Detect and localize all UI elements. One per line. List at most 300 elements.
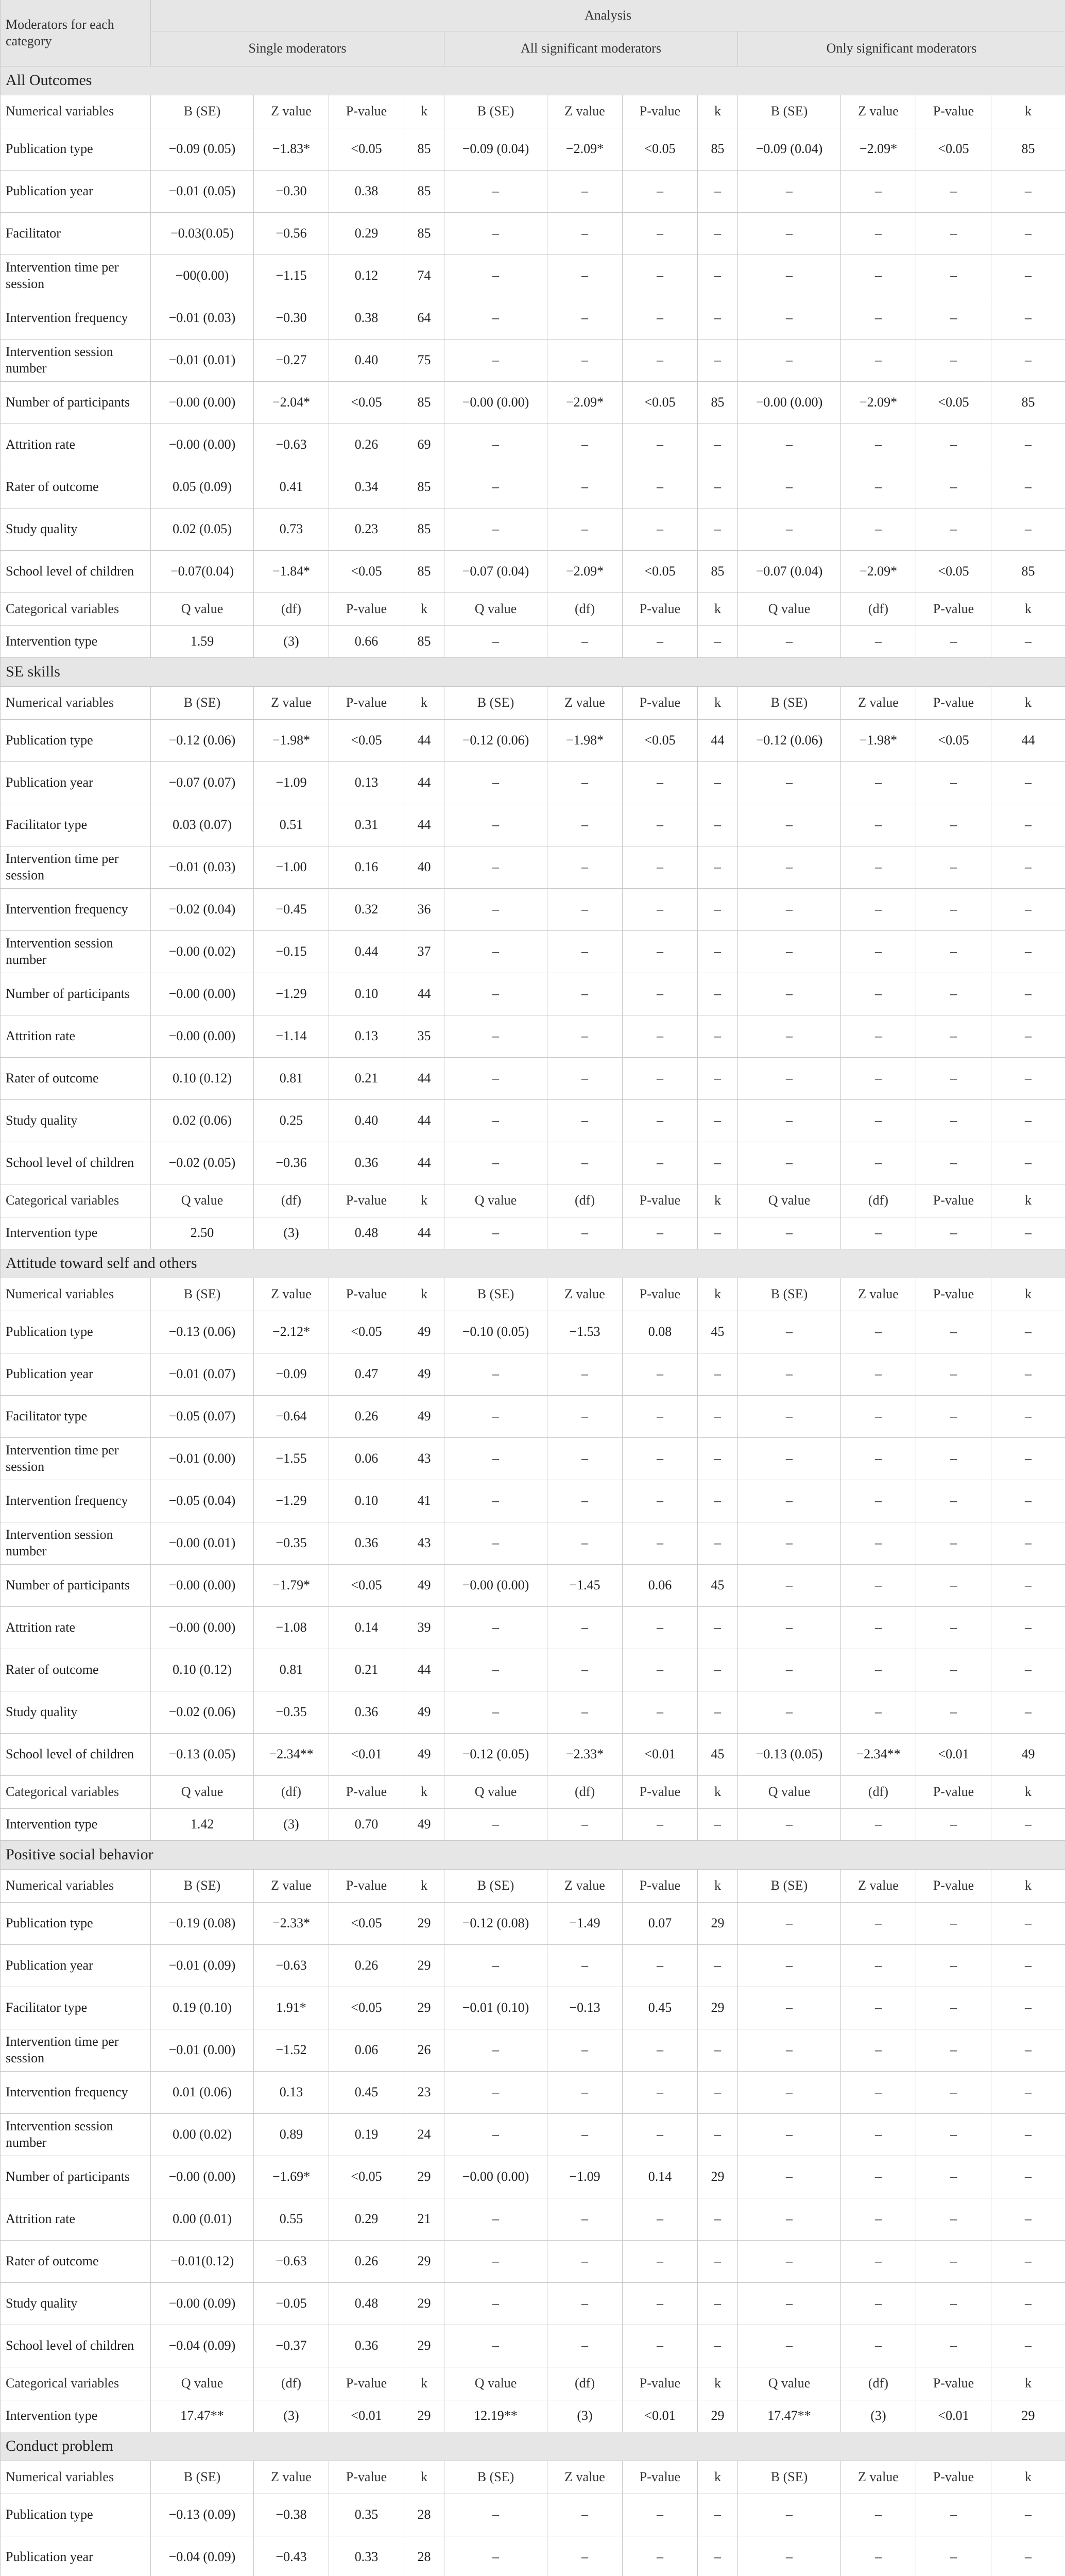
- table-cell: −0.10 (0.05): [444, 1311, 547, 1353]
- row-label: Number of participants: [1, 381, 151, 423]
- table-cell: –: [991, 804, 1065, 846]
- table-cell: –: [841, 2240, 916, 2282]
- row-label: School level of children: [1, 550, 151, 592]
- column-header: k: [991, 1278, 1065, 1311]
- column-header: P-value: [623, 1184, 698, 1217]
- row-label: Study quality: [1, 2282, 151, 2325]
- table-cell: –: [738, 888, 841, 930]
- table-cell: 64: [404, 297, 444, 339]
- table-row: [1, 1606, 1065, 1649]
- table-cell: −0.00 (0.00): [151, 1564, 254, 1606]
- table-cell: 44: [404, 761, 444, 804]
- column-header: k: [698, 2367, 738, 2400]
- column-header: P-value: [916, 1184, 991, 1217]
- table-cell: –: [623, 2494, 698, 2536]
- table-cell: (3): [254, 1808, 329, 1840]
- column-header: Z value: [841, 1869, 916, 1902]
- row-label: Publication year: [1, 2536, 151, 2576]
- table-cell: 85: [404, 625, 444, 657]
- table-cell: –: [916, 1808, 991, 1840]
- column-header: B (SE): [151, 1869, 254, 1902]
- table-cell: 29: [404, 2400, 444, 2432]
- table-cell: 0.25: [254, 1099, 329, 1142]
- table-cell: <0.05: [329, 719, 404, 761]
- table-row: [1, 297, 1065, 339]
- table-cell: –: [916, 1311, 991, 1353]
- column-header: k: [404, 592, 444, 625]
- table-cell: −2.34**: [254, 1733, 329, 1775]
- section-header: [1, 1249, 1065, 1278]
- table-cell: –: [991, 761, 1065, 804]
- table-cell: –: [444, 508, 547, 550]
- section-title: All Outcomes: [1, 66, 1065, 95]
- table-cell: –: [698, 1437, 738, 1480]
- categorical-variables-label: Categorical variables: [1, 1775, 151, 1808]
- row-label: Intervention time per session: [1, 1437, 151, 1480]
- table-cell: 29: [698, 2156, 738, 2198]
- row-label: Publication year: [1, 1944, 151, 1987]
- table-row: [1, 1395, 1065, 1437]
- table-cell: –: [991, 1808, 1065, 1840]
- table-cell: 0.51: [254, 804, 329, 846]
- table-cell: −0.07(0.04): [151, 550, 254, 592]
- table-cell: –: [444, 2113, 547, 2156]
- numerical-variables-label: Numerical variables: [1, 686, 151, 719]
- section-header: [1, 66, 1065, 95]
- table-row: [1, 508, 1065, 550]
- table-row: [1, 2113, 1065, 2156]
- table-cell: –: [916, 846, 991, 888]
- table-cell: 12.19**: [444, 2400, 547, 2432]
- table-row: [1, 1564, 1065, 1606]
- column-header: B (SE): [444, 1278, 547, 1311]
- table-cell: −2.09*: [547, 550, 623, 592]
- categorical-variables-label: Categorical variables: [1, 2367, 151, 2400]
- table-cell: −2.04*: [254, 381, 329, 423]
- table-cell: –: [444, 2071, 547, 2113]
- table-cell: –: [991, 973, 1065, 1015]
- table-cell: –: [547, 170, 623, 212]
- table-cell: –: [444, 1057, 547, 1099]
- table-cell: –: [738, 1564, 841, 1606]
- table-cell: –: [841, 1987, 916, 2029]
- column-header: (df): [254, 1775, 329, 1808]
- table-cell: –: [841, 1437, 916, 1480]
- column-header: P-value: [329, 95, 404, 128]
- table-cell: –: [738, 2536, 841, 2576]
- table-cell: –: [547, 2240, 623, 2282]
- table-cell: −0.00 (0.02): [151, 930, 254, 973]
- table-cell: –: [547, 1944, 623, 1987]
- table-row: [1, 1217, 1065, 1249]
- table-cell: 29: [404, 2240, 444, 2282]
- column-header: (df): [841, 1184, 916, 1217]
- table-cell: 44: [404, 719, 444, 761]
- table-cell: −0.02 (0.04): [151, 888, 254, 930]
- table-cell: –: [444, 1522, 547, 1564]
- table-cell: –: [738, 2071, 841, 2113]
- table-cell: –: [738, 846, 841, 888]
- table-cell: –: [738, 339, 841, 381]
- table-cell: 23: [404, 2071, 444, 2113]
- column-header: (df): [547, 592, 623, 625]
- table-cell: –: [698, 297, 738, 339]
- table-cell: –: [547, 1649, 623, 1691]
- column-header: k: [991, 95, 1065, 128]
- table-cell: −2.33*: [547, 1733, 623, 1775]
- column-header: Z value: [547, 1278, 623, 1311]
- table-cell: −0.07 (0.07): [151, 761, 254, 804]
- table-cell: –: [738, 1395, 841, 1437]
- table-cell: –: [841, 1649, 916, 1691]
- table-cell: 44: [404, 1099, 444, 1142]
- table-cell: 0.21: [329, 1057, 404, 1099]
- table-cell: –: [916, 212, 991, 255]
- table-cell: 45: [698, 1733, 738, 1775]
- table-cell: –: [623, 1808, 698, 1840]
- table-cell: –: [547, 1015, 623, 1057]
- table-cell: −0.12 (0.05): [444, 1733, 547, 1775]
- table-cell: –: [991, 1522, 1065, 1564]
- table-cell: –: [841, 2156, 916, 2198]
- table-cell: –: [444, 761, 547, 804]
- table-cell: –: [444, 2029, 547, 2071]
- column-header: Q value: [444, 2367, 547, 2400]
- table-cell: –: [841, 170, 916, 212]
- table-cell: –: [444, 255, 547, 297]
- table-cell: –: [623, 804, 698, 846]
- table-cell: 49: [404, 1733, 444, 1775]
- column-header: (df): [254, 2367, 329, 2400]
- column-header: P-value: [916, 1278, 991, 1311]
- table-cell: –: [698, 2325, 738, 2367]
- column-header: k: [991, 592, 1065, 625]
- numerical-header-row: [1, 2461, 1065, 2494]
- table-cell: –: [738, 1944, 841, 1987]
- table-cell: 0.06: [623, 1564, 698, 1606]
- table-cell: –: [444, 1649, 547, 1691]
- table-cell: 39: [404, 1606, 444, 1649]
- column-header: Q value: [151, 1184, 254, 1217]
- table-cell: –: [841, 1564, 916, 1606]
- table-cell: –: [991, 1099, 1065, 1142]
- table-cell: –: [444, 170, 547, 212]
- table-cell: –: [738, 1015, 841, 1057]
- table-cell: 0.47: [329, 1353, 404, 1395]
- column-header: (df): [841, 2367, 916, 2400]
- categorical-variables-label: Categorical variables: [1, 1184, 151, 1217]
- table-cell: 28: [404, 2494, 444, 2536]
- row-label: Publication type: [1, 719, 151, 761]
- column-header: (df): [547, 2367, 623, 2400]
- table-cell: <0.05: [916, 550, 991, 592]
- row-label: Facilitator type: [1, 804, 151, 846]
- table-row: [1, 1353, 1065, 1395]
- table-cell: 0.06: [329, 2029, 404, 2071]
- row-label: Publication year: [1, 1353, 151, 1395]
- header-only-significant-moderators: Only significant moderators: [738, 31, 1065, 66]
- table-cell: –: [623, 508, 698, 550]
- table-cell: –: [444, 888, 547, 930]
- numerical-variables-label: Numerical variables: [1, 1278, 151, 1311]
- table-cell: −0.01 (0.10): [444, 1987, 547, 2029]
- table-cell: <0.01: [623, 1733, 698, 1775]
- column-header: P-value: [623, 1869, 698, 1902]
- table-row: [1, 170, 1065, 212]
- table-cell: –: [444, 1437, 547, 1480]
- table-cell: −0.56: [254, 212, 329, 255]
- table-cell: –: [916, 2536, 991, 2576]
- column-header: k: [698, 592, 738, 625]
- table-cell: −0.00 (0.00): [151, 2156, 254, 2198]
- table-cell: −0.01 (0.03): [151, 846, 254, 888]
- table-cell: –: [916, 2029, 991, 2071]
- table-cell: <0.05: [329, 1564, 404, 1606]
- table-cell: −0.00 (0.00): [738, 381, 841, 423]
- table-cell: 29: [991, 2400, 1065, 2432]
- column-header: k: [991, 1775, 1065, 1808]
- table-cell: –: [444, 1808, 547, 1840]
- table-cell: –: [623, 888, 698, 930]
- table-cell: –: [916, 1217, 991, 1249]
- table-cell: –: [916, 2156, 991, 2198]
- table-row: [1, 212, 1065, 255]
- table-cell: −0.01 (0.01): [151, 339, 254, 381]
- table-cell: −0.07 (0.04): [444, 550, 547, 592]
- table-cell: 40: [404, 846, 444, 888]
- column-header: B (SE): [738, 1278, 841, 1311]
- table-cell: <0.01: [916, 2400, 991, 2432]
- table-cell: 0.40: [329, 339, 404, 381]
- table-cell: –: [916, 1522, 991, 1564]
- column-header: Q value: [738, 2367, 841, 2400]
- table-cell: –: [991, 1944, 1065, 1987]
- table-cell: −0.12 (0.06): [738, 719, 841, 761]
- table-cell: –: [623, 1649, 698, 1691]
- table-cell: 74: [404, 255, 444, 297]
- row-label: Number of participants: [1, 973, 151, 1015]
- table-row: [1, 1987, 1065, 2029]
- table-cell: –: [738, 1311, 841, 1353]
- table-cell: 21: [404, 2198, 444, 2240]
- categorical-header-row: [1, 1775, 1065, 1808]
- column-header: (df): [547, 1775, 623, 1808]
- table-cell: 17.47**: [151, 2400, 254, 2432]
- column-header: k: [991, 2461, 1065, 2494]
- table-cell: 0.02 (0.06): [151, 1099, 254, 1142]
- table-cell: –: [916, 1099, 991, 1142]
- table-cell: –: [916, 1902, 991, 1944]
- column-header: Q value: [151, 592, 254, 625]
- row-label: Rater of outcome: [1, 1649, 151, 1691]
- table-cell: −0.45: [254, 888, 329, 930]
- row-label: Rater of outcome: [1, 1057, 151, 1099]
- table-cell: –: [738, 1057, 841, 1099]
- table-cell: –: [841, 1944, 916, 1987]
- table-cell: 0.32: [329, 888, 404, 930]
- column-header: P-value: [623, 592, 698, 625]
- table-cell: −0.05 (0.07): [151, 1395, 254, 1437]
- row-label: School level of children: [1, 2325, 151, 2367]
- table-row: [1, 1649, 1065, 1691]
- column-header: P-value: [916, 592, 991, 625]
- table-cell: −0.63: [254, 2240, 329, 2282]
- categorical-header-row: [1, 1184, 1065, 1217]
- header-moderators: Moderators for each category: [1, 0, 151, 66]
- table-cell: <0.05: [623, 128, 698, 170]
- table-cell: −0.01 (0.00): [151, 1437, 254, 1480]
- table-cell: 1.42: [151, 1808, 254, 1840]
- categorical-header-row: [1, 592, 1065, 625]
- table-cell: –: [547, 1395, 623, 1437]
- column-header: Z value: [841, 1278, 916, 1311]
- table-cell: –: [916, 1649, 991, 1691]
- row-label: Rater of outcome: [1, 466, 151, 508]
- column-header: Z value: [254, 95, 329, 128]
- column-header: Q value: [151, 2367, 254, 2400]
- table-cell: 45: [698, 1311, 738, 1353]
- column-header: B (SE): [738, 95, 841, 128]
- table-cell: 0.10: [329, 973, 404, 1015]
- table-cell: –: [623, 1353, 698, 1395]
- table-cell: <0.05: [329, 2156, 404, 2198]
- table-cell: –: [841, 466, 916, 508]
- numerical-variables-label: Numerical variables: [1, 2461, 151, 2494]
- table-cell: –: [916, 170, 991, 212]
- table-cell: <0.05: [916, 128, 991, 170]
- table-cell: –: [916, 2071, 991, 2113]
- table-cell: 0.10 (0.12): [151, 1057, 254, 1099]
- table-row: [1, 1808, 1065, 1840]
- column-header: (df): [841, 1775, 916, 1808]
- table-cell: –: [841, 1142, 916, 1184]
- table-cell: –: [698, 1480, 738, 1522]
- table-cell: –: [738, 2029, 841, 2071]
- table-cell: 85: [404, 170, 444, 212]
- section-header: [1, 657, 1065, 686]
- table-cell: –: [738, 1606, 841, 1649]
- table-cell: −0.12 (0.06): [151, 719, 254, 761]
- table-cell: –: [841, 1522, 916, 1564]
- column-header: B (SE): [444, 686, 547, 719]
- table-cell: −0.01 (0.09): [151, 1944, 254, 1987]
- table-cell: –: [841, 1480, 916, 1522]
- table-cell: –: [444, 212, 547, 255]
- table-cell: –: [623, 2325, 698, 2367]
- column-header: P-value: [623, 1278, 698, 1311]
- table-cell: –: [991, 1902, 1065, 1944]
- row-label: Intervention frequency: [1, 888, 151, 930]
- table-cell: –: [623, 2240, 698, 2282]
- column-header: P-value: [623, 95, 698, 128]
- section-title: Conduct problem: [1, 2432, 1065, 2461]
- table-cell: –: [916, 255, 991, 297]
- column-header: k: [698, 1278, 738, 1311]
- table-cell: 29: [404, 1902, 444, 1944]
- table-cell: 0.23: [329, 508, 404, 550]
- column-header: B (SE): [151, 95, 254, 128]
- table-cell: –: [547, 1606, 623, 1649]
- column-header: Z value: [547, 2461, 623, 2494]
- column-header: P-value: [623, 1775, 698, 1808]
- table-cell: 85: [404, 550, 444, 592]
- table-cell: −0.37: [254, 2325, 329, 2367]
- table-cell: −0.19 (0.08): [151, 1902, 254, 1944]
- column-header: k: [698, 1869, 738, 1902]
- table-cell: –: [841, 212, 916, 255]
- table-cell: 44: [404, 973, 444, 1015]
- table-cell: –: [841, 2071, 916, 2113]
- table-cell: –: [547, 339, 623, 381]
- column-header: k: [404, 1184, 444, 1217]
- table-cell: –: [698, 170, 738, 212]
- table-row: [1, 1142, 1065, 1184]
- table-cell: –: [547, 2071, 623, 2113]
- table-cell: –: [841, 2029, 916, 2071]
- column-header: B (SE): [151, 686, 254, 719]
- table-cell: –: [547, 297, 623, 339]
- table-cell: –: [841, 761, 916, 804]
- table-cell: −0.30: [254, 170, 329, 212]
- table-cell: –: [738, 1808, 841, 1840]
- table-row: [1, 1944, 1065, 1987]
- table-row: [1, 2494, 1065, 2536]
- table-cell: 0.38: [329, 170, 404, 212]
- table-cell: 0.34: [329, 466, 404, 508]
- table-cell: –: [841, 888, 916, 930]
- table-cell: 29: [698, 2400, 738, 2432]
- table-cell: –: [738, 1142, 841, 1184]
- table-cell: –: [991, 1691, 1065, 1733]
- column-header: Q value: [444, 1775, 547, 1808]
- table-cell: –: [698, 761, 738, 804]
- table-cell: –: [698, 2029, 738, 2071]
- table-cell: –: [444, 973, 547, 1015]
- table-cell: –: [991, 1437, 1065, 1480]
- table-cell: 0.10: [329, 1480, 404, 1522]
- table-cell: –: [738, 2282, 841, 2325]
- column-header: Z value: [841, 686, 916, 719]
- table-cell: –: [841, 1015, 916, 1057]
- table-cell: –: [991, 508, 1065, 550]
- table-cell: <0.05: [916, 381, 991, 423]
- table-row: [1, 2282, 1065, 2325]
- table-cell: –: [916, 1142, 991, 1184]
- table-cell: −1.14: [254, 1015, 329, 1057]
- table-cell: –: [991, 1057, 1065, 1099]
- table-cell: –: [623, 930, 698, 973]
- table-cell: –: [623, 423, 698, 466]
- table-row: [1, 888, 1065, 930]
- table-cell: <0.05: [623, 381, 698, 423]
- table-cell: –: [738, 170, 841, 212]
- table-row: [1, 719, 1065, 761]
- table-cell: –: [698, 423, 738, 466]
- table-cell: −0.00 (0.00): [444, 381, 547, 423]
- table-cell: 1.59: [151, 625, 254, 657]
- table-cell: –: [698, 2198, 738, 2240]
- table-cell: 44: [404, 804, 444, 846]
- table-cell: −1.09: [254, 761, 329, 804]
- section-title: Attitude toward self and others: [1, 1249, 1065, 1278]
- table-cell: –: [738, 1480, 841, 1522]
- table-cell: 0.13: [329, 761, 404, 804]
- table-cell: –: [623, 1691, 698, 1733]
- table-cell: <0.05: [329, 381, 404, 423]
- table-cell: −2.09*: [841, 381, 916, 423]
- table-cell: −0.30: [254, 297, 329, 339]
- table-cell: –: [623, 761, 698, 804]
